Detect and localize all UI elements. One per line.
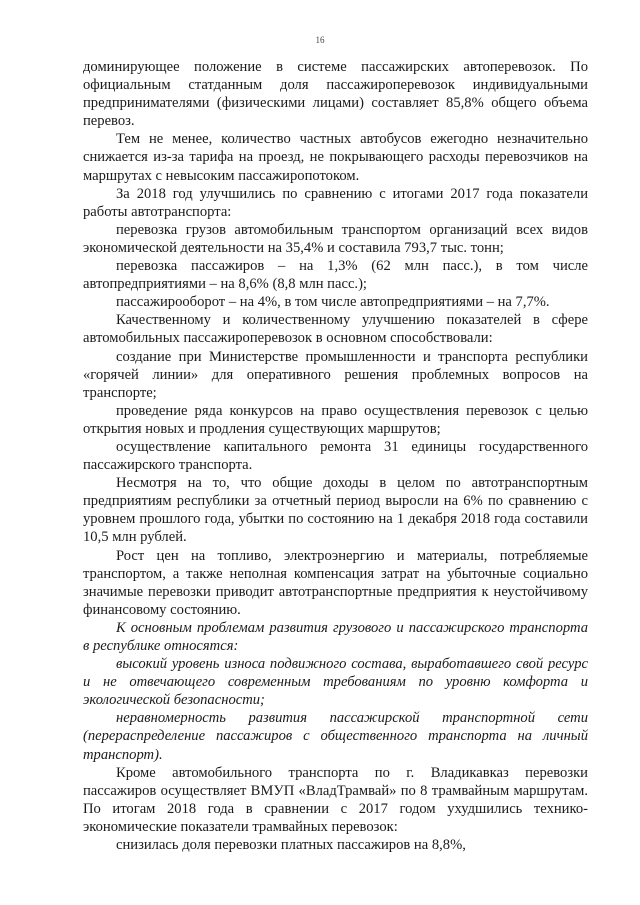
paragraph: высокий уровень износа подвижного состава, выработавшего свой ресурс и не отвечающего современным требованиям по уровню комфорта и экологической безопасности; — [83, 656, 588, 709]
paragraph: Тем не менее, количество частных автобусов ежегодно незначительно снижается из-за тарифа на проезд, не покрывающего расходы перевозчиков на маршрутах с невысоким пассажиропотоком. — [83, 131, 588, 184]
paragraph: Несмотря на то, что общие доходы в целом по автотранспортным предприятиям республики за отчетный период выросли на 6% по сравнению с уровнем прошлого года, убытки по состоянию на 1 декабря 2018 года составили 10,5 млн рублей. — [83, 475, 588, 546]
paragraph: доминирующее положение в системе пассажирских автоперевозок. По официальным статданным доля пассажироперевозок индивидуальными предпринимателями (физическими лицами) составляет 85,8% общего объема перевоз. — [83, 59, 588, 130]
paragraph: неравномерность развития пассажирской транспортной сети (перераспределение пассажиров с общественного транспорта на личный транспорт). — [83, 710, 588, 763]
paragraph: За 2018 год улучшились по сравнению с итогами 2017 года показатели работы автотранспорта: — [83, 185, 588, 220]
paragraph: осуществление капитального ремонта 31 единицы государственного пассажирского транспорта. — [83, 438, 588, 474]
paragraph: снизилась доля перевозки платных пассажиров на 8,8%, — [116, 837, 466, 854]
document-body — [83, 58, 588, 854]
paragraph: Рост цен на топливо, электроэнергию и материалы, потребляемые транспортом, а также неполная компенсация затрат на убыточные социально значимые перевозки приводит автотранспортные предприятия к неустойчивому финансовому состоянию. — [83, 547, 588, 618]
page-number: 16 — [315, 35, 325, 45]
paragraph: создание при Министерстве промышленности и транспорта республики «горячей линии» для оперативного решения проблемных вопросов на транспорте; — [83, 348, 588, 401]
paragraph: Кроме автомобильного транспорта по г. Владикавказ перевозки пассажиров осуществляет ВМУП «ВладТрамвай» по 8 трамвайным маршрутам. По итогам 2018 года в сравнении с 2017 годом ухудшились технико-экономические показатели трамвайных перевозок: — [83, 764, 588, 835]
paragraph: К основным проблемам развития грузового и пассажирского транспорта в республике относятся: — [83, 619, 588, 654]
paragraph: Качественному и количественному улучшению показателей в сфере автомобильных пассажироперевозок в основном способствовали: — [83, 312, 588, 347]
paragraph: перевозка пассажиров – на 1,3% (62 млн пасс.), в том числе автопредприятиями – на 8,6% (8,8 млн пасс.); — [83, 258, 588, 293]
paragraph: проведение ряда конкурсов на право осуществления перевозок с целью открытия новых и продления существующих маршрутов; — [83, 402, 588, 437]
paragraph: пассажирооборот – на 4%, в том числе автопредприятиями – на 7,7%. — [116, 294, 550, 311]
paragraph: перевозка грузов автомобильным транспортом организаций всех видов экономической деятельности на 35,4% и составила 793,7 тыс. тонн; — [83, 221, 588, 256]
